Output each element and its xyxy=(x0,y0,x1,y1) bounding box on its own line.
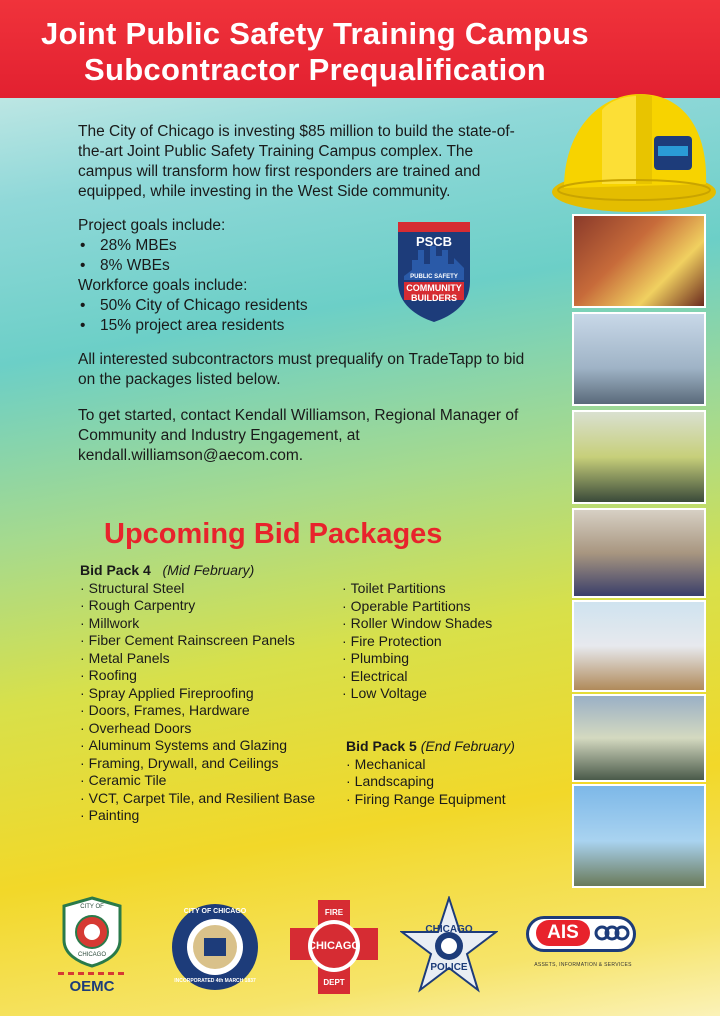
contact-paragraph: To get started, contact Kendall Williamson, Regional Manager of Community and Industry Engagement, at kendall.williamson@aecom.com. xyxy=(78,407,519,464)
workforce-goals-heading: Workforce goals include: xyxy=(78,277,248,294)
workforce-goal-item: • 15% project area residents xyxy=(78,316,528,336)
intro-paragraph: The City of Chicago is investing $85 million to build the state-of-the-art Joint Public Safety Training Campus complex. The campus will transform how first responders are trained and equipped, while investing in the West Side community. xyxy=(78,123,515,200)
pscb-logo xyxy=(394,220,474,324)
page-title-line1: Joint Public Safety Training Campus xyxy=(41,16,589,51)
oemc-logo xyxy=(58,896,126,1000)
bid-item: · Fire Protection xyxy=(342,632,442,649)
police-top-text: CHICAGO xyxy=(425,924,473,935)
pscb-line3: BUILDERS xyxy=(410,293,457,303)
ais-logo xyxy=(522,912,644,972)
bid-item: · Overhead Doors xyxy=(80,719,192,736)
bid-item: · Roofing xyxy=(80,667,137,683)
bid-item: · Landscaping xyxy=(346,773,435,789)
pscb-line1: PUBLIC SAFETY xyxy=(410,274,458,280)
bid-item: · Low Voltage xyxy=(342,685,427,701)
hard-hat-image xyxy=(542,80,717,220)
ais-rings-icon xyxy=(594,924,630,942)
oemc-label: OEMC xyxy=(69,978,115,995)
bid-item: · Ceramic Tile xyxy=(80,772,167,788)
bid-item: · Toilet Partitions xyxy=(342,580,446,596)
ais-tagline: ASSETS, INFORMATION & SERVICES xyxy=(534,962,632,968)
bid-item: · Metal Panels xyxy=(80,649,170,666)
bid-pack-4-title: Bid Pack 4 xyxy=(80,562,151,578)
project-goal-item: • 8% WBEs xyxy=(78,256,528,276)
bid-item: · Structural Steel xyxy=(80,579,185,596)
fire-middle-text: CHICAGO xyxy=(308,940,360,952)
oemc-top-text: CITY OF xyxy=(80,904,104,910)
page-title-line2: Subcontractor Prequalification xyxy=(83,52,546,87)
city-seal-top: CITY OF CHICAGO xyxy=(183,908,247,915)
bid-item: · Electrical xyxy=(342,667,408,684)
worker-photo-3 xyxy=(572,410,706,504)
bid-item: · VCT, Carpet Tile, and Resilient Base xyxy=(80,789,316,806)
worker-photo-4 xyxy=(572,508,706,598)
bid-pack-4-date: (Mid February) xyxy=(162,562,255,578)
police-bottom-text: POLICE xyxy=(430,962,468,973)
city-seal-bottom: INCORPORATED 4th MARCH 1837 xyxy=(174,978,256,984)
fire-bottom-text: DEPT xyxy=(323,978,345,987)
prequalify-paragraph: All interested subcontractors must prequalify on TradeTapp to bid on the packages listed below. xyxy=(78,351,525,388)
bid-pack-5-list xyxy=(346,738,566,808)
oemc-stars xyxy=(58,972,126,975)
bid-packages-title: Upcoming Bid Packages xyxy=(104,518,443,550)
bid-item: · Operable Partitions xyxy=(342,597,471,614)
ais-mark: AIS xyxy=(536,920,590,946)
worker-photo-1 xyxy=(572,214,706,308)
project-goal-item: • 28% MBEs xyxy=(78,236,528,256)
workforce-goal-item: • 50% City of Chicago residents xyxy=(78,296,528,316)
bid-item: · Spray Applied Fireproofing xyxy=(80,684,254,701)
bid-pack-4-list-continued xyxy=(342,580,562,703)
bid-item: · Framing, Drywall, and Ceilings xyxy=(80,754,279,771)
bid-item: · Painting xyxy=(80,807,140,823)
worker-photo-7 xyxy=(572,784,706,888)
oemc-bottom-text: CHICAGO xyxy=(77,952,106,958)
police-logo xyxy=(400,896,498,994)
bid-item: · Fiber Cement Rainscreen Panels xyxy=(80,632,295,648)
pscb-line2: COMMUNITY xyxy=(406,283,462,293)
bid-item: · Millwork xyxy=(80,614,140,631)
fire-dept-logo xyxy=(288,898,380,996)
bid-item: · Plumbing xyxy=(342,650,410,666)
fire-top-text: FIRE xyxy=(324,908,344,917)
bid-pack-5-date: (End February) xyxy=(420,738,515,754)
bid-item: · Roller Window Shades xyxy=(342,615,493,631)
project-goals-heading: Project goals include: xyxy=(78,217,226,234)
pscb-abbr: PSCB xyxy=(415,234,453,249)
bid-pack-4-list xyxy=(80,562,340,825)
city-seal-logo xyxy=(170,902,260,992)
worker-photo-2 xyxy=(572,312,706,406)
bid-pack-5-title: Bid Pack 5 xyxy=(346,738,417,754)
worker-photo-6 xyxy=(572,694,706,782)
bid-item: · Firing Range Equipment xyxy=(346,790,506,807)
bid-item: · Rough Carpentry xyxy=(80,597,196,613)
worker-photo-5 xyxy=(572,600,706,692)
bid-item: · Doors, Frames, Hardware xyxy=(80,702,250,718)
bid-item: · Aluminum Systems and Glazing xyxy=(80,737,288,753)
bid-item: · Mechanical xyxy=(346,755,426,772)
